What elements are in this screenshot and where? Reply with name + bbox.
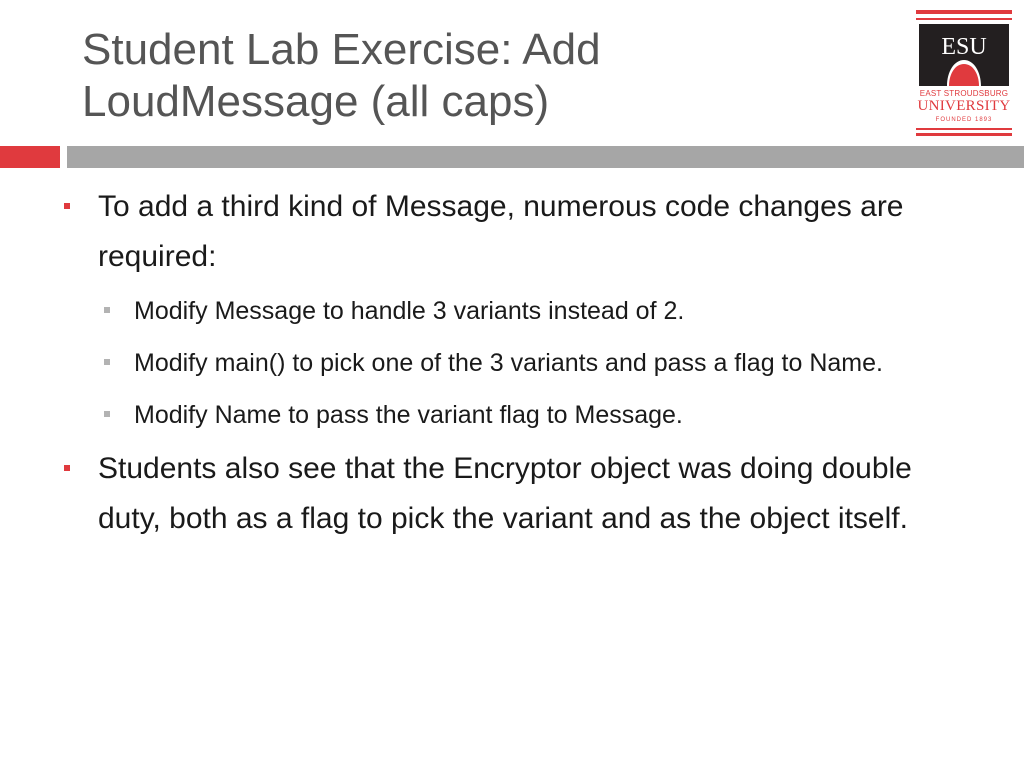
logo-rule-top-thin — [916, 18, 1012, 20]
bullet-text: To add a third kind of Message, numerous code changes are required: — [98, 190, 904, 273]
slide-title-line-2: LoudMessage (all caps) — [82, 77, 550, 126]
logo-text-east-stroudsburg: EAST STROUDSBURG — [919, 89, 1009, 98]
sub-bullet-text: Modify main() to pick one of the 3 variants and pass a flag to Name. — [134, 349, 883, 377]
sub-bullet-text: Modify Message to handle 3 variants instead of 2. — [134, 297, 685, 325]
sub-bullet-marker-icon — [104, 359, 110, 365]
bullet-marker-icon — [64, 203, 70, 209]
sub-bullet-item — [58, 288, 978, 334]
bullet-item — [58, 182, 978, 282]
sub-bullet-item — [58, 340, 978, 386]
sub-bullet-marker-icon — [104, 411, 110, 417]
logo-text-university: UNIVERSITY — [917, 98, 1011, 114]
svg-text:ESU: ESU — [941, 34, 987, 60]
bullet-marker-icon — [64, 465, 70, 471]
title-divider-accent — [0, 146, 60, 168]
bullet-list — [58, 182, 978, 550]
slide-title-line-1: Student Lab Exercise: Add — [82, 25, 601, 74]
bullet-text: Students also see that the Encryptor object was doing double duty, both as a flag to pick the variant and as the object itself. — [98, 452, 912, 535]
sub-bullet-item — [58, 392, 978, 438]
university-logo — [916, 10, 1012, 136]
logo-rule-bottom — [916, 133, 1012, 136]
esu-monogram-icon — [919, 24, 1009, 86]
title-divider — [67, 146, 1024, 168]
logo-rule-bottom-thin — [916, 128, 1012, 130]
bullet-item — [58, 444, 978, 544]
sub-bullet-marker-icon — [104, 307, 110, 313]
logo-text-founded: FOUNDED 1893 — [935, 117, 993, 123]
slide-title — [82, 24, 862, 128]
sub-bullet-text: Modify Name to pass the variant flag to Message. — [134, 401, 683, 429]
logo-rule-top — [916, 10, 1012, 14]
